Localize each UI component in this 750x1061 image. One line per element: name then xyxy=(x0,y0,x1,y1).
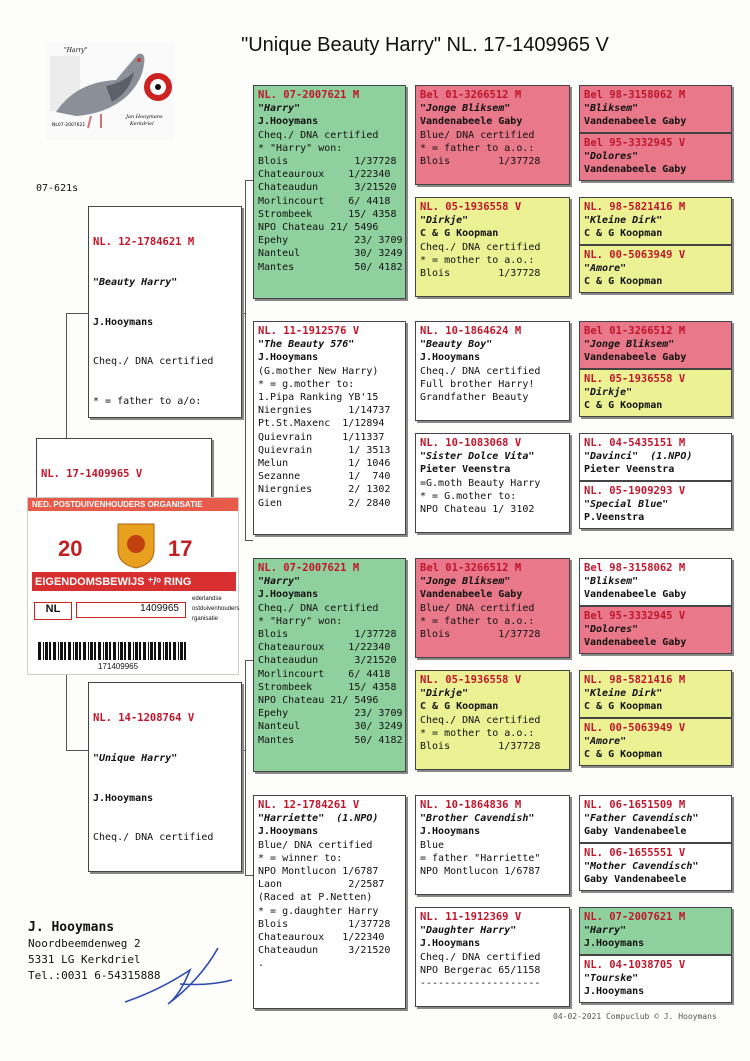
pedigree-line: * = mother to a.o.: xyxy=(420,254,535,266)
ring-number: NL. 10-1083068 V xyxy=(420,437,522,449)
barcode-bar xyxy=(150,642,153,660)
pigeon-owner: Vandenabeele Gaby xyxy=(584,352,687,364)
pigeon-name: "Harry" xyxy=(584,925,627,937)
dam-line xyxy=(93,871,237,872)
pedigree-line: J.Hooymans xyxy=(420,826,481,838)
pedigree-line: * = father to a.o.: xyxy=(420,142,535,154)
cert-ring-field: 1409965 xyxy=(76,602,186,618)
ring-number: NL. 06-1651509 M xyxy=(584,799,686,811)
pedigree-line: C & G Koopman xyxy=(420,701,499,713)
pigeon-name: "Harry" xyxy=(258,103,301,115)
pigeon-owner: C & G Koopman xyxy=(584,228,663,240)
pigeon-name: "Mother Cavendisch" xyxy=(584,861,699,873)
pedigree-line: Vandenabeele Gaby xyxy=(420,589,523,601)
pigeon-name: "Dolores" xyxy=(584,624,639,636)
barcode-bar xyxy=(105,642,108,660)
barcode-bar xyxy=(178,642,179,660)
barcode-bar xyxy=(79,642,81,660)
ring-number: Bel 01-3266512 M xyxy=(584,325,686,337)
dam-line: Cheq./ DNA certified xyxy=(93,832,214,844)
page-title: "Unique Beauty Harry" NL. 17-1409965 V xyxy=(241,34,609,56)
pedigree-box xyxy=(579,321,732,369)
pedigree-line: Blois 1/37728 xyxy=(420,741,541,753)
barcode-bar xyxy=(103,642,104,660)
pigeon-icon xyxy=(46,42,174,140)
connector xyxy=(245,180,253,181)
barcode-bar xyxy=(135,642,138,660)
pedigree-line: Epehy 23/ 3709 xyxy=(258,235,403,247)
footer-credit: 04-02-2021 Compuclub © J. Hooymans xyxy=(553,1012,717,1021)
barcode-bar xyxy=(45,642,48,660)
pigeon-name: "Father Cavendisch" xyxy=(584,813,699,825)
pedigree-line: =G.moth Beauty Harry xyxy=(420,477,541,489)
pedigree-line: J.Hooymans xyxy=(258,352,319,364)
pedigree-box xyxy=(579,558,732,606)
pigeon-owner: C & G Koopman xyxy=(584,701,663,713)
barcode-bar xyxy=(38,642,41,660)
cert-nl: NL xyxy=(34,602,72,620)
barcode-bar xyxy=(173,642,176,660)
pigeon-name: "Dirkje" xyxy=(420,215,469,227)
pedigree-box xyxy=(579,197,732,245)
pigeon-name: "Jonge Bliksem" xyxy=(420,576,511,588)
pedigree-line: Quievrain 1/ 3513 xyxy=(258,444,391,456)
pedigree-line: Chateaudun 3/21520 xyxy=(258,182,397,194)
barcode-bar xyxy=(163,642,164,660)
pedigree-line: J.Hooymans xyxy=(420,352,481,364)
sire-ring: NL. 12-1784621 M xyxy=(93,236,195,249)
pigeon-name: "Bliksem" xyxy=(584,576,639,588)
pigeon-name: "Kleine Dirk" xyxy=(584,688,663,700)
pedigree-line: * = g.daughter Harry xyxy=(258,905,379,917)
pigeon-name: "Tourske" xyxy=(584,973,639,985)
pigeon-name: "Special Blue" xyxy=(584,499,669,511)
pigeon-owner: C & G Koopman xyxy=(584,749,663,761)
sire-line: * = father to a/o: xyxy=(93,395,202,407)
ring-number: NL. 00-5063949 V xyxy=(584,249,686,261)
pigeon-name: "Kleine Dirk" xyxy=(584,215,663,227)
pedigree-line: J.Hooymans xyxy=(258,826,319,838)
pedigree-line: Grandfather Beauty xyxy=(420,392,529,404)
signature-icon xyxy=(120,940,240,1010)
pigeon-owner: C & G Koopman xyxy=(584,276,663,288)
pigeon-name: "Bliksem" xyxy=(584,103,639,115)
barcode-bar xyxy=(109,642,111,660)
logo-ring: NL07-2007621 xyxy=(52,123,86,128)
barcode-bar xyxy=(169,642,171,660)
pedigree-line: Strombeek 15/ 4358 xyxy=(258,208,397,220)
ring-number: NL. 06-1655551 V xyxy=(584,847,686,859)
ring-number: NL. 04-5435151 M xyxy=(584,437,686,449)
owner-street: Noordbeemdenweg 2 xyxy=(28,937,141,950)
pedigree-line: Mantes 50/ 4182 xyxy=(258,734,403,746)
connector xyxy=(245,660,246,875)
pedigree-line: Blois 1/37728 xyxy=(420,629,541,641)
sire-line: J.Hooymans xyxy=(93,316,154,328)
pedigree-line: J.Hooymans xyxy=(258,116,319,128)
ring-certificate xyxy=(27,497,239,675)
connector xyxy=(66,313,90,314)
pedigree-line: Mantes 50/ 4182 xyxy=(258,261,403,273)
ring-number: NL. 04-1038705 V xyxy=(584,959,686,971)
barcode-bar xyxy=(113,642,116,660)
sire-line: Cheq./ DNA certified xyxy=(93,356,214,368)
pigeon-owner: Vandenabeele Gaby xyxy=(584,589,687,601)
ring-number: Bel 01-3266512 M xyxy=(420,89,522,101)
pedigree-line: Chateauroux 1/22340 xyxy=(258,642,391,654)
pedigree-line: Sezanne 1/ 740 xyxy=(258,471,391,483)
ring-number: NL. 11-1912576 V xyxy=(258,325,360,337)
barcode-bar xyxy=(128,642,131,660)
pedigree-line: Melun 1/ 1046 xyxy=(258,458,391,470)
pedigree-line: * "Harry" won: xyxy=(258,142,343,154)
pedigree-line: = father "Harriette" xyxy=(420,852,541,864)
barcode-bar xyxy=(94,642,96,660)
barcode-bar xyxy=(139,642,141,660)
cert-barcode-number: 171409965 xyxy=(98,662,139,671)
ring-number: Bel 98-3158062 M xyxy=(584,89,686,101)
pedigree-box xyxy=(579,795,732,843)
pedigree-line: Chateaudun 3/21520 xyxy=(258,945,391,957)
pedigree-line: NPO Chateau 21/ 5496 xyxy=(258,695,379,707)
cert-side-1: ederlandse xyxy=(192,596,222,602)
pedigree-line: * "Harry" won: xyxy=(258,615,343,627)
pigeon-owner: C & G Koopman xyxy=(584,400,663,412)
barcode-bar xyxy=(83,642,86,660)
pedigree-line: Cheq./ DNA certified xyxy=(420,714,541,726)
cert-banner: EIGENDOMSBEWIJS ⁺/ᵒ RING xyxy=(32,572,236,591)
barcode-bar xyxy=(118,642,119,660)
pedigree-line: Cheq./ DNA certified xyxy=(420,951,541,963)
pedigree-line: . xyxy=(258,958,265,970)
pedigree-line: * = mother to a.o.: xyxy=(420,727,535,739)
pedigree-box xyxy=(415,321,570,421)
barcode-bar xyxy=(88,642,89,660)
barcode-bar xyxy=(180,642,183,660)
barcode-bar xyxy=(158,642,161,660)
barcode-bar xyxy=(184,642,186,660)
pedigree-line: Gien 2/ 2840 xyxy=(258,497,391,509)
pedigree-line: Pieter Veenstra xyxy=(420,464,511,476)
barcode-bar xyxy=(90,642,93,660)
cert-year1: 20 xyxy=(58,536,83,561)
cert-year2: 17 xyxy=(168,536,193,561)
barcode-bar xyxy=(154,642,156,660)
pedigree-line: Niergnies 1/14737 xyxy=(258,405,391,417)
pedigree-line: Morlincourt 6/ 4418 xyxy=(258,668,391,680)
ring-number: NL. 05-1936558 V xyxy=(584,373,686,385)
logo-name: "Harry" xyxy=(64,47,88,54)
dam-ring: NL. 14-1208764 V xyxy=(93,712,195,725)
pedigree-line: * = G.mother to: xyxy=(420,490,517,502)
connector xyxy=(245,660,253,661)
pedigree-line: Blois 1/37728 xyxy=(258,918,391,930)
barcode-bar xyxy=(75,642,78,660)
barcode-bar xyxy=(43,642,44,660)
pedigree-line: Epehy 23/ 3709 xyxy=(258,708,403,720)
ring-number: NL. 12-1784261 V xyxy=(258,799,360,811)
pedigree-line: NPO Montlucon 1/6787 xyxy=(258,866,379,878)
pedigree-code: 07-621s xyxy=(36,183,79,194)
pedigree-box xyxy=(579,843,732,891)
pedigree-box xyxy=(415,85,570,185)
pedigree-line: Laon 2/2587 xyxy=(258,879,385,891)
ring-number: NL. 07-2007621 M xyxy=(584,911,686,923)
pedigree-line: * = g.mother to: xyxy=(258,378,355,390)
pigeon-owner: Gaby Vandenabeele xyxy=(584,826,687,838)
ring-number: Bel 98-3158062 M xyxy=(584,562,686,574)
pedigree-box xyxy=(579,606,732,654)
pigeon-owner: Gaby Vandenabeele xyxy=(584,874,687,886)
pedigree-box xyxy=(415,433,570,533)
owner-name: J. Hooymans xyxy=(28,920,115,935)
logo-owner2: Kerkdriel xyxy=(130,121,154,127)
pedigree-line: * = father to a.o.: xyxy=(420,615,535,627)
pedigree-line: Blois 1/37728 xyxy=(420,156,541,168)
pedigree-line: (G.mother New Harry) xyxy=(258,365,379,377)
dam-line: J.Hooymans xyxy=(93,792,154,804)
pigeon-logo xyxy=(46,42,174,140)
barcode-bar xyxy=(73,642,74,660)
barcode-bar xyxy=(58,642,59,660)
connector xyxy=(245,180,246,540)
ring-number: NL. 11-1912369 V xyxy=(420,911,522,923)
pedigree-line: Blue/ DNA certified xyxy=(258,839,373,851)
dam-name: "Unique Harry" xyxy=(93,753,178,765)
pedigree-line: Nanteul 30/ 3249 xyxy=(258,248,403,260)
pigeon-name: "Daughter Harry" xyxy=(420,925,517,937)
pedigree-box xyxy=(253,321,406,535)
pigeon-name: "Amore" xyxy=(584,263,627,275)
ring-number: NL. 98-5821416 M xyxy=(584,674,686,686)
ring-number: Bel 95-3332945 V xyxy=(584,137,686,149)
pedigree-line: Pt.St.Maxenc 1/12894 xyxy=(258,418,385,430)
pigeon-name: "Jonge Bliksem" xyxy=(584,339,675,351)
pedigree-box xyxy=(579,907,732,955)
pigeon-name: "Harry" xyxy=(258,576,301,588)
pigeon-name: "Dirkje" xyxy=(420,688,469,700)
cert-side-2: ostduivenhouders xyxy=(192,606,240,612)
cert-side-3: rganisatie xyxy=(192,616,219,622)
ring-number: NL. 07-2007621 M xyxy=(258,562,360,574)
pedigree-box xyxy=(415,670,570,770)
sire-name: "Beauty Harry" xyxy=(93,277,178,289)
pedigree-line: Blois 1/37728 xyxy=(258,629,397,641)
barcode-bar xyxy=(68,642,71,660)
connector xyxy=(245,540,253,541)
subject-box xyxy=(36,438,212,498)
pigeon-owner: Vandenabeele Gaby xyxy=(584,116,687,128)
connector xyxy=(66,750,90,751)
pedigree-box xyxy=(253,558,406,772)
barcode-bar xyxy=(143,642,146,660)
pedigree-box xyxy=(579,245,732,293)
pedigree-box xyxy=(579,481,732,529)
pigeon-owner: Vandenabeele Gaby xyxy=(584,164,687,176)
pigeon-name: "Sister Dolce Vita" xyxy=(420,451,535,463)
pigeon-name: "Amore" xyxy=(584,736,627,748)
pigeon-owner: Vandenabeele Gaby xyxy=(584,637,687,649)
pedigree-line: J.Hooymans xyxy=(420,938,481,950)
barcode-bar xyxy=(98,642,101,660)
pedigree-line: Strombeek 15/ 4358 xyxy=(258,681,397,693)
barcode-bar xyxy=(53,642,56,660)
pedigree-line: C & G Koopman xyxy=(420,228,499,240)
barcode-bar xyxy=(148,642,149,660)
pedigree-line: -------------------- xyxy=(420,978,541,990)
dam-box xyxy=(88,682,242,872)
cert-org: NED. POSTDUIVENHOUDERS ORGANISATIE xyxy=(28,498,238,511)
pedigree-box xyxy=(579,955,732,1003)
ring-number: Bel 95-3332945 V xyxy=(584,610,686,622)
cert-side xyxy=(192,594,239,624)
pedigree-line: Quievrain 1/11337 xyxy=(258,431,385,443)
pedigree-line: * = winner to: xyxy=(258,852,343,864)
pedigree-line: NPO Chateau 1/ 3102 xyxy=(420,504,535,516)
pedigree-line: J.Hooymans xyxy=(258,589,319,601)
pedigree-box xyxy=(415,197,570,297)
pedigree-line: NPO Bergerac 65/1158 xyxy=(420,964,541,976)
pedigree-line: Chateauroux 1/22340 xyxy=(258,169,391,181)
ring-number: NL. 05-1936558 V xyxy=(420,201,522,213)
pedigree-line: NPO Chateau 21/ 5496 xyxy=(258,222,379,234)
pedigree-box xyxy=(415,558,570,658)
pedigree-box xyxy=(579,433,732,481)
pedigree-line: Cheq./ DNA certified xyxy=(258,129,379,141)
pedigree-line: Niergnies 2/ 1302 xyxy=(258,484,391,496)
ring-number: Bel 01-3266512 M xyxy=(420,562,522,574)
ring-number: NL. 10-1864836 M xyxy=(420,799,522,811)
pedigree-box xyxy=(253,795,406,1009)
pedigree-box xyxy=(579,369,732,417)
ring-number: NL. 05-1909293 V xyxy=(584,485,686,497)
pigeon-name: "Harriette" (1.NPO) xyxy=(258,813,379,825)
pigeon-owner: P.Veenstra xyxy=(584,512,645,524)
barcode-bar xyxy=(165,642,168,660)
pedigree-box xyxy=(579,718,732,766)
subject-ring: NL. 17-1409965 V xyxy=(41,468,143,481)
pedigree-box xyxy=(415,907,570,1007)
barcode-bar xyxy=(49,642,51,660)
pedigree-line: Blue/ DNA certified xyxy=(420,129,535,141)
ring-number: NL. 98-5821416 M xyxy=(584,201,686,213)
pigeon-owner: J.Hooymans xyxy=(584,938,645,950)
pigeon-owner: J.Hooymans xyxy=(584,986,645,998)
ring-number: NL. 07-2007621 M xyxy=(258,89,360,101)
barcode-icon xyxy=(38,642,188,660)
pigeon-owner: Pieter Veenstra xyxy=(584,464,675,476)
barcode-bar xyxy=(124,642,126,660)
pigeon-name: "Beauty Boy" xyxy=(420,339,493,351)
lion-emblem-icon xyxy=(114,520,158,570)
sire-box xyxy=(88,206,242,418)
pedigree-line: Cheq./ DNA certified xyxy=(420,241,541,253)
pedigree-line: Blue/ DNA certified xyxy=(420,602,535,614)
pigeon-name: "Jonge Bliksem" xyxy=(420,103,511,115)
pigeon-name: "Davinci" (1.NPO) xyxy=(584,451,693,463)
pedigree-box xyxy=(579,670,732,718)
pedigree-line: Blois 1/37728 xyxy=(258,156,397,168)
pedigree-line: Vandenabeele Gaby xyxy=(420,116,523,128)
owner-city: 5331 LG Kerkdriel xyxy=(28,953,141,966)
owner-tel: Tel.:0031 6-54315888 xyxy=(28,969,161,982)
pedigree-box xyxy=(253,85,406,299)
barcode-bar xyxy=(64,642,66,660)
pedigree-line: Chateauroux 1/22340 xyxy=(258,932,385,944)
barcode-bar xyxy=(120,642,123,660)
pedigree-line: Morlincourt 6/ 4418 xyxy=(258,195,391,207)
pedigree-line: Cheq./ DNA certified xyxy=(258,602,379,614)
pedigree-box xyxy=(579,133,732,181)
pedigree-box xyxy=(579,85,732,133)
pedigree-line: 1.Pipa Ranking YB'15 xyxy=(258,392,379,404)
ring-number: NL. 00-5063949 V xyxy=(584,722,686,734)
pigeon-name: "Brother Cavendish" xyxy=(420,813,535,825)
pedigree-line: Full brother Harry! xyxy=(420,378,535,390)
pigeon-name: "Dolores" xyxy=(584,151,639,163)
pedigree-line: Cheq./ DNA certified xyxy=(420,365,541,377)
barcode-bar xyxy=(60,642,63,660)
pedigree-line: Nanteul 30/ 3249 xyxy=(258,721,403,733)
pedigree-line: NPO Montlucon 1/6787 xyxy=(420,866,541,878)
ring-number: NL. 05-1936558 V xyxy=(420,674,522,686)
pedigree-line: Chateaudun 3/21520 xyxy=(258,655,397,667)
barcode-bar xyxy=(133,642,134,660)
pedigree-line: Blois 1/37728 xyxy=(420,268,541,280)
pigeon-name: "Dirkje" xyxy=(584,387,633,399)
pedigree-line: (Raced at P.Netten) xyxy=(258,892,373,904)
connector xyxy=(245,875,253,876)
ring-number: NL. 10-1864624 M xyxy=(420,325,522,337)
pedigree-line: Blue xyxy=(420,839,445,851)
pedigree-box xyxy=(415,795,570,895)
pigeon-name: "The Beauty 576" xyxy=(258,339,355,351)
logo-owner1: Jan Hooymans xyxy=(126,114,163,120)
